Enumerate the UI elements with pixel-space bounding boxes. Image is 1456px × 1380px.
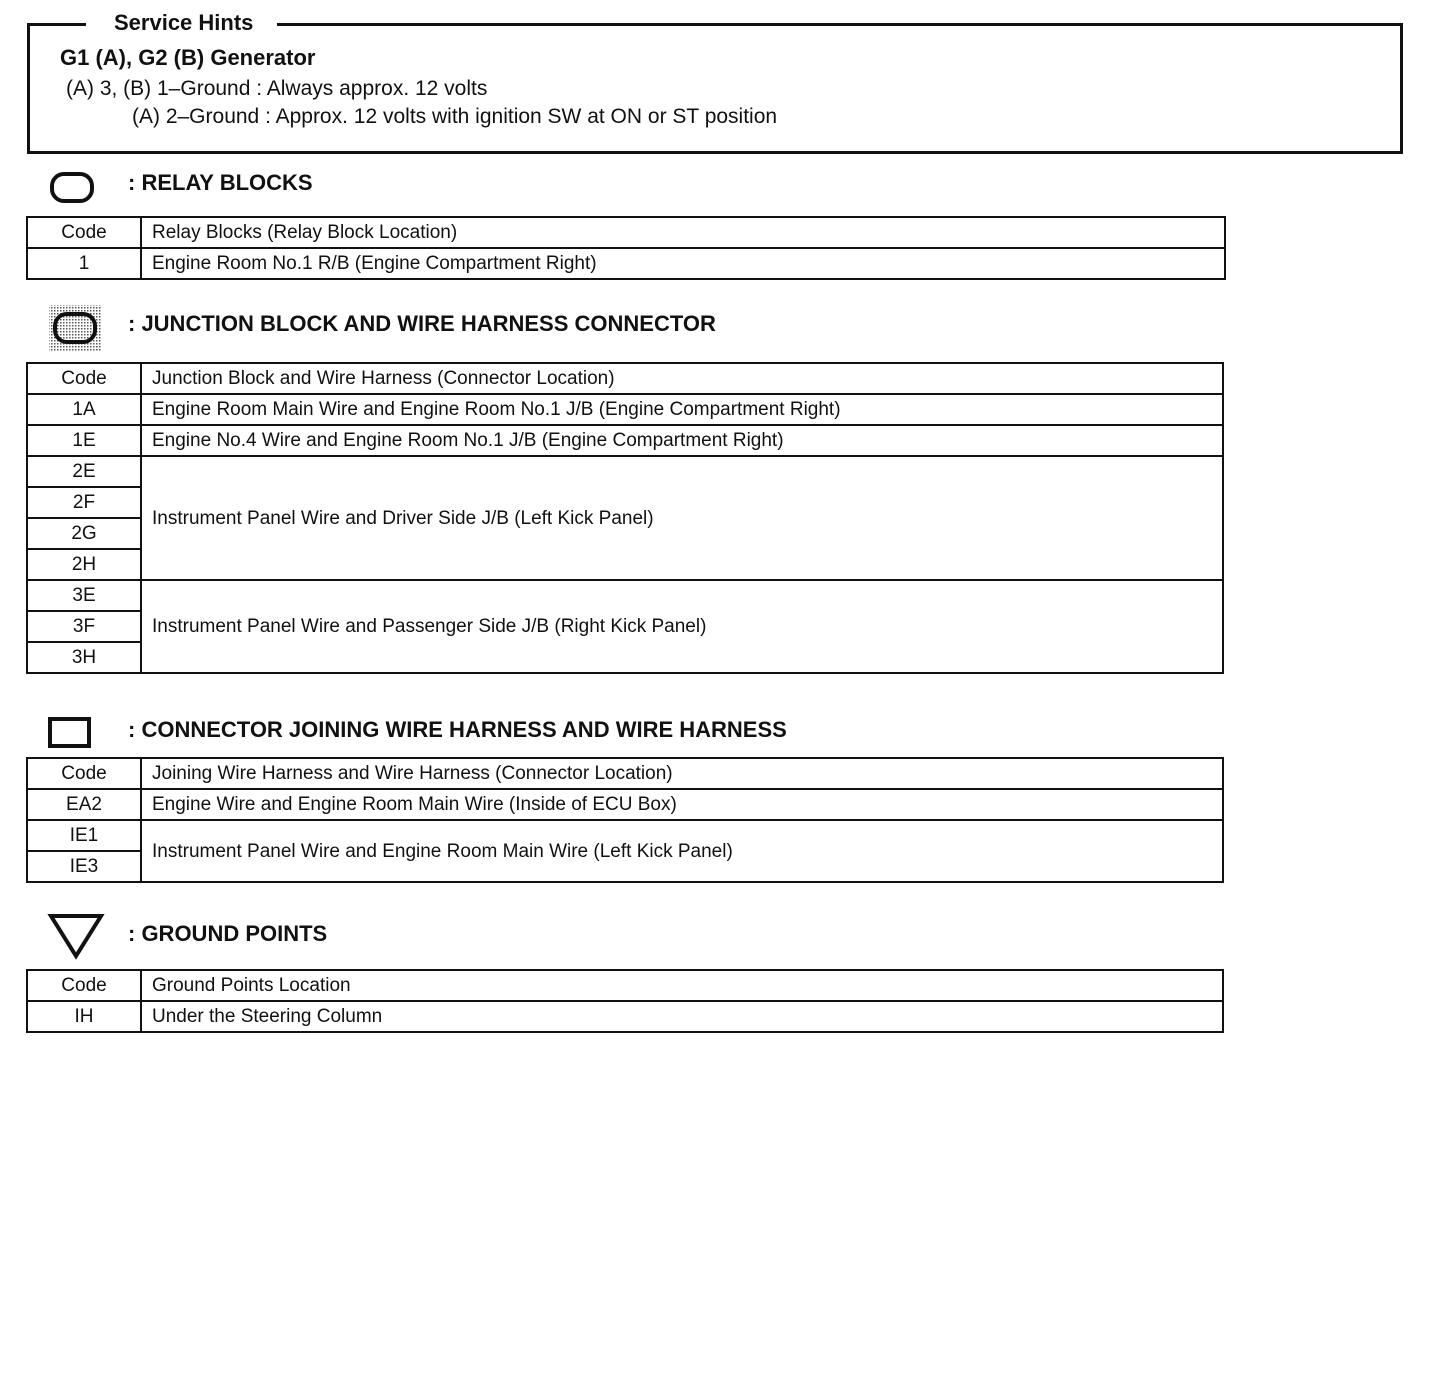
- row-code: IE1: [27, 820, 141, 851]
- row-code: 2F: [27, 487, 141, 518]
- header-desc: Junction Block and Wire Harness (Connector Location): [141, 363, 1223, 394]
- table-row: [27, 425, 1223, 456]
- header-desc: Ground Points Location: [141, 970, 1223, 1001]
- table-row: [27, 789, 1223, 820]
- service-hints-line-2: (A) 2–Ground : Approx. 12 volts with ignition SW at ON or ST position: [132, 105, 778, 128]
- table-row: [27, 456, 1223, 487]
- header-desc: Joining Wire Harness and Wire Harness (Connector Location): [141, 758, 1223, 789]
- row-code: IH: [27, 1001, 141, 1032]
- ground-points-title: : GROUND POINTS: [128, 921, 328, 946]
- ground-points-table: [26, 969, 1224, 1033]
- connector-table: [26, 757, 1224, 883]
- row-code: 2H: [27, 549, 141, 580]
- row-desc: Engine No.4 Wire and Engine Room No.1 J/B (Engine Compartment Right): [141, 425, 1223, 456]
- header-desc: Relay Blocks (Relay Block Location): [141, 217, 1225, 248]
- relay-blocks-table: [26, 216, 1226, 280]
- row-code: 3F: [27, 611, 141, 642]
- row-code: 3E: [27, 580, 141, 611]
- row-code: 2E: [27, 456, 141, 487]
- row-code: IE3: [27, 851, 141, 882]
- junction-block-title: : JUNCTION BLOCK AND WIRE HARNESS CONNECTOR: [128, 311, 716, 336]
- shaded-rounded-rectangle-icon: [48, 304, 102, 352]
- table-row: [27, 820, 1223, 851]
- row-code: 3H: [27, 642, 141, 673]
- header-code: Code: [27, 970, 141, 1001]
- row-desc: Instrument Panel Wire and Passenger Side J/B (Right Kick Panel): [141, 580, 1223, 673]
- relay-blocks-title: : RELAY BLOCKS: [128, 170, 313, 195]
- row-desc: Instrument Panel Wire and Driver Side J/B (Left Kick Panel): [141, 456, 1223, 580]
- row-desc: Engine Room No.1 R/B (Engine Compartment Right): [141, 248, 1225, 279]
- table-row: [27, 580, 1223, 611]
- row-desc: Engine Room Main Wire and Engine Room No.1 J/B (Engine Compartment Right): [141, 394, 1223, 425]
- service-hints-line-1: (A) 3, (B) 1–Ground : Always approx. 12 volts: [66, 77, 488, 100]
- table-row: [27, 394, 1223, 425]
- row-code: 1A: [27, 394, 141, 425]
- table-row: [27, 248, 1225, 279]
- row-code: 1: [27, 248, 141, 279]
- row-desc: Under the Steering Column: [141, 1001, 1223, 1032]
- row-code: 2G: [27, 518, 141, 549]
- header-code: Code: [27, 363, 141, 394]
- junction-block-table: [26, 362, 1224, 674]
- row-code: EA2: [27, 789, 141, 820]
- service-hints-title: Service Hints: [86, 9, 277, 37]
- down-triangle-icon: [46, 912, 106, 962]
- row-code: 1E: [27, 425, 141, 456]
- table-header-row: [27, 970, 1223, 1001]
- header-code: Code: [27, 217, 141, 248]
- service-hints-subtitle: G1 (A), G2 (B) Generator: [60, 45, 316, 70]
- row-desc: Engine Wire and Engine Room Main Wire (Inside of ECU Box): [141, 789, 1223, 820]
- row-desc: Instrument Panel Wire and Engine Room Main Wire (Left Kick Panel): [141, 820, 1223, 882]
- table-header-row: [27, 363, 1223, 394]
- header-code: Code: [27, 758, 141, 789]
- table-header-row: [27, 217, 1225, 248]
- rounded-rectangle-icon: [48, 168, 98, 206]
- table-row: [27, 1001, 1223, 1032]
- rectangle-icon: [47, 714, 93, 750]
- table-header-row: [27, 758, 1223, 789]
- connector-title: : CONNECTOR JOINING WIRE HARNESS AND WIRE HARNESS: [128, 717, 787, 742]
